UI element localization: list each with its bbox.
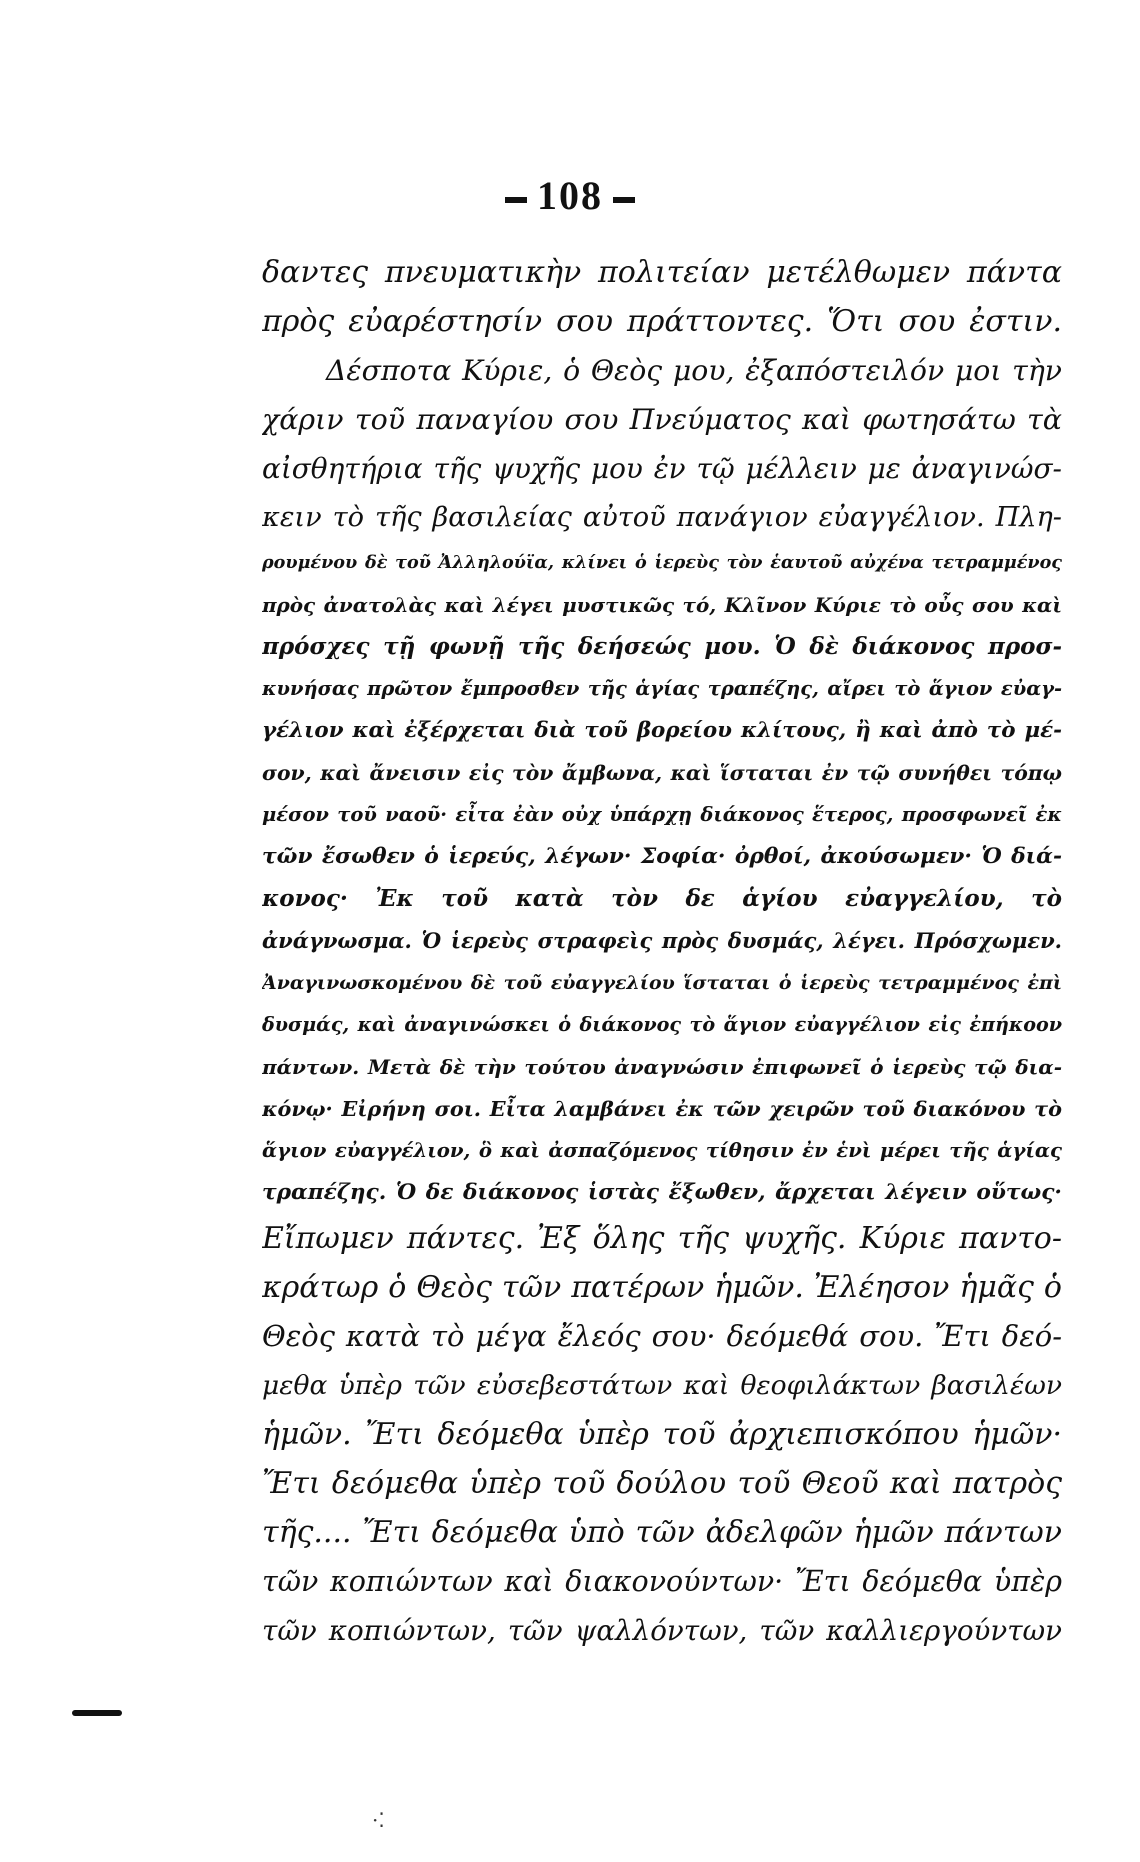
text-line: τῶν κοπιώντων καὶ διακονούντων· Ἔτι δεόμεθα ὑπὲρ xyxy=(262,1565,1062,1598)
text-line: Δέσποτα Κύριε, ὁ Θεὸς μου, ἐξαπόστειλόν μοι τὴν xyxy=(326,354,1062,387)
text-line: κονος· Ἐκ τοῦ κατὰ τὸν δε ἁγίου εὐαγγελίου, τὸ xyxy=(262,885,1062,912)
text-line: πρὸς εὐαρέστησίν σου πράττοντες. Ὅτι σου ἐστιν. xyxy=(262,304,1062,339)
page-number-dash-right xyxy=(613,197,635,203)
text-line: ἡμῶν. Ἔτι δεόμεθα ὑπὲρ τοῦ ἀρχιεπισκόπου ἡμῶν· xyxy=(262,1417,1062,1452)
text-line: τῶν κοπιώντων, τῶν ψαλλόντων, τῶν καλλιεργούντων xyxy=(262,1614,1062,1647)
text-line: δαντες πνευματικὴν πολιτείαν μετέλθωμεν πάντα xyxy=(262,255,1062,290)
text-line: κόνῳ· Εἰρήνη σοι. Εἶτα λαμβάνει ἐκ τῶν χειρῶν τοῦ διακόνου τὸ xyxy=(262,1097,1062,1121)
text-line: τραπέζης. Ὁ δε διάκονος ἱστὰς ἔξωθεν, ἄρχεται λέγειν οὕτως· xyxy=(262,1180,1062,1205)
text-line: δυσμάς, καὶ ἀναγινώσκει ὁ διάκονος τὸ ἅγιον εὐαγγέλιον εἰς ἐπήκοον xyxy=(262,1013,1062,1036)
text-line: μέσον τοῦ ναοῦ· εἶτα ἐὰν οὐχ ὑπάρχῃ διάκονος ἕτερος, προσφωνεῖ ἐκ xyxy=(262,803,1062,826)
text-line: Ἔτι δεόμεθα ὑπὲρ τοῦ δούλου τοῦ Θεοῦ καὶ πατρὸς xyxy=(262,1466,1062,1501)
margin-mark xyxy=(72,1710,122,1716)
text-line: μεθα ὑπὲρ τῶν εὐσεβεστάτων καὶ θεοφιλάκτων βασιλέων xyxy=(262,1370,1062,1401)
page-number-text: 108 xyxy=(537,173,603,218)
text-line: Θεὸς κατὰ τὸ μέγα ἔλεός σου· δεόμεθά σου. Ἔτι δεό- xyxy=(262,1319,1062,1353)
text-line: τῶν ἔσωθεν ὁ ἱερεύς, λέγων· Σοφία· ὀρθοί, ἀκούσωμεν· Ὁ διά- xyxy=(262,844,1062,869)
bottom-mark: ·⁚ xyxy=(372,1808,385,1832)
text-line: γέλιον καὶ ἐξέρχεται διὰ τοῦ βορείου κλίτους, ἢ καὶ ἀπὸ τὸ μέ- xyxy=(262,718,1062,743)
text-line: σον, καὶ ἄνεισιν εἰς τὸν ἄμβωνα, καὶ ἵσταται ἐν τῷ συνήθει τόπῳ xyxy=(262,761,1062,785)
page-number xyxy=(0,172,1140,219)
text-line: κειν τὸ τῆς βασιλείας αὐτοῦ πανάγιον εὐαγγέλιον. Πλη- xyxy=(262,502,1062,533)
text-line: πάντων. Μετὰ δὲ τὴν τούτου ἀναγνώσιν ἐπιφωνεῖ ὁ ἱερεὺς τῷ δια- xyxy=(262,1055,1062,1079)
page-number-dash-left xyxy=(505,197,527,203)
text-line: ρουμένου δὲ τοῦ Ἀλληλούϊα, κλίνει ὁ ἱερεὺς τὸν ἑαυτοῦ αὐχένα τετραμμένος xyxy=(262,553,1062,573)
text-line: χάριν τοῦ παναγίου σου Πνεύματος καὶ φωτησάτω τὰ xyxy=(262,403,1062,436)
text-line: Εἴπωμεν πάντες. Ἐξ ὅλης τῆς ψυχῆς. Κύριε παντο- xyxy=(262,1221,1062,1256)
text-line: κράτωρ ὁ Θεὸς τῶν πατέρων ἡμῶν. Ἐλέησον ἡμᾶς ὁ xyxy=(262,1270,1062,1305)
text-line: αἰσθητήρια τῆς ψυχῆς μου ἐν τῷ μέλλειν με ἀναγινώσ- xyxy=(262,452,1062,485)
page-body-text xyxy=(262,248,1062,1655)
text-line: πρόσχες τῇ φωνῇ τῆς δεήσεώς μου. Ὁ δὲ διάκονος προσ- xyxy=(262,633,1062,660)
text-line: κυνήσας πρῶτον ἔμπροσθεν τῆς ἁγίας τραπέζης, αἴρει τὸ ἅγιον εὐαγ- xyxy=(262,677,1062,700)
text-line: πρὸς ἀνατολὰς καὶ λέγει μυστικῶς τό, Κλῖνον Κύριε τὸ οὖς σου καὶ xyxy=(262,593,1062,617)
text-line: Ἀναγινωσκομένου δὲ τοῦ εὐαγγελίου ἵσταται ὁ ἱερεὺς τετραμμένος ἐπὶ xyxy=(262,972,1062,994)
text-line: τῆς.... Ἔτι δεόμεθα ὑπὸ τῶν ἀδελφῶν ἡμῶν πάντων xyxy=(262,1515,1062,1550)
text-line: ἀνάγνωσμα. Ὁ ἱερεὺς στραφεὶς πρὸς δυσμάς, λέγει. Πρόσχωμεν. xyxy=(262,928,1062,953)
text-line: ἅγιον εὐαγγέλιον, ὃ καὶ ἀσπαζόμενος τίθησιν ἐν ἑνὶ μέρει τῆς ἁγίας xyxy=(262,1139,1062,1162)
